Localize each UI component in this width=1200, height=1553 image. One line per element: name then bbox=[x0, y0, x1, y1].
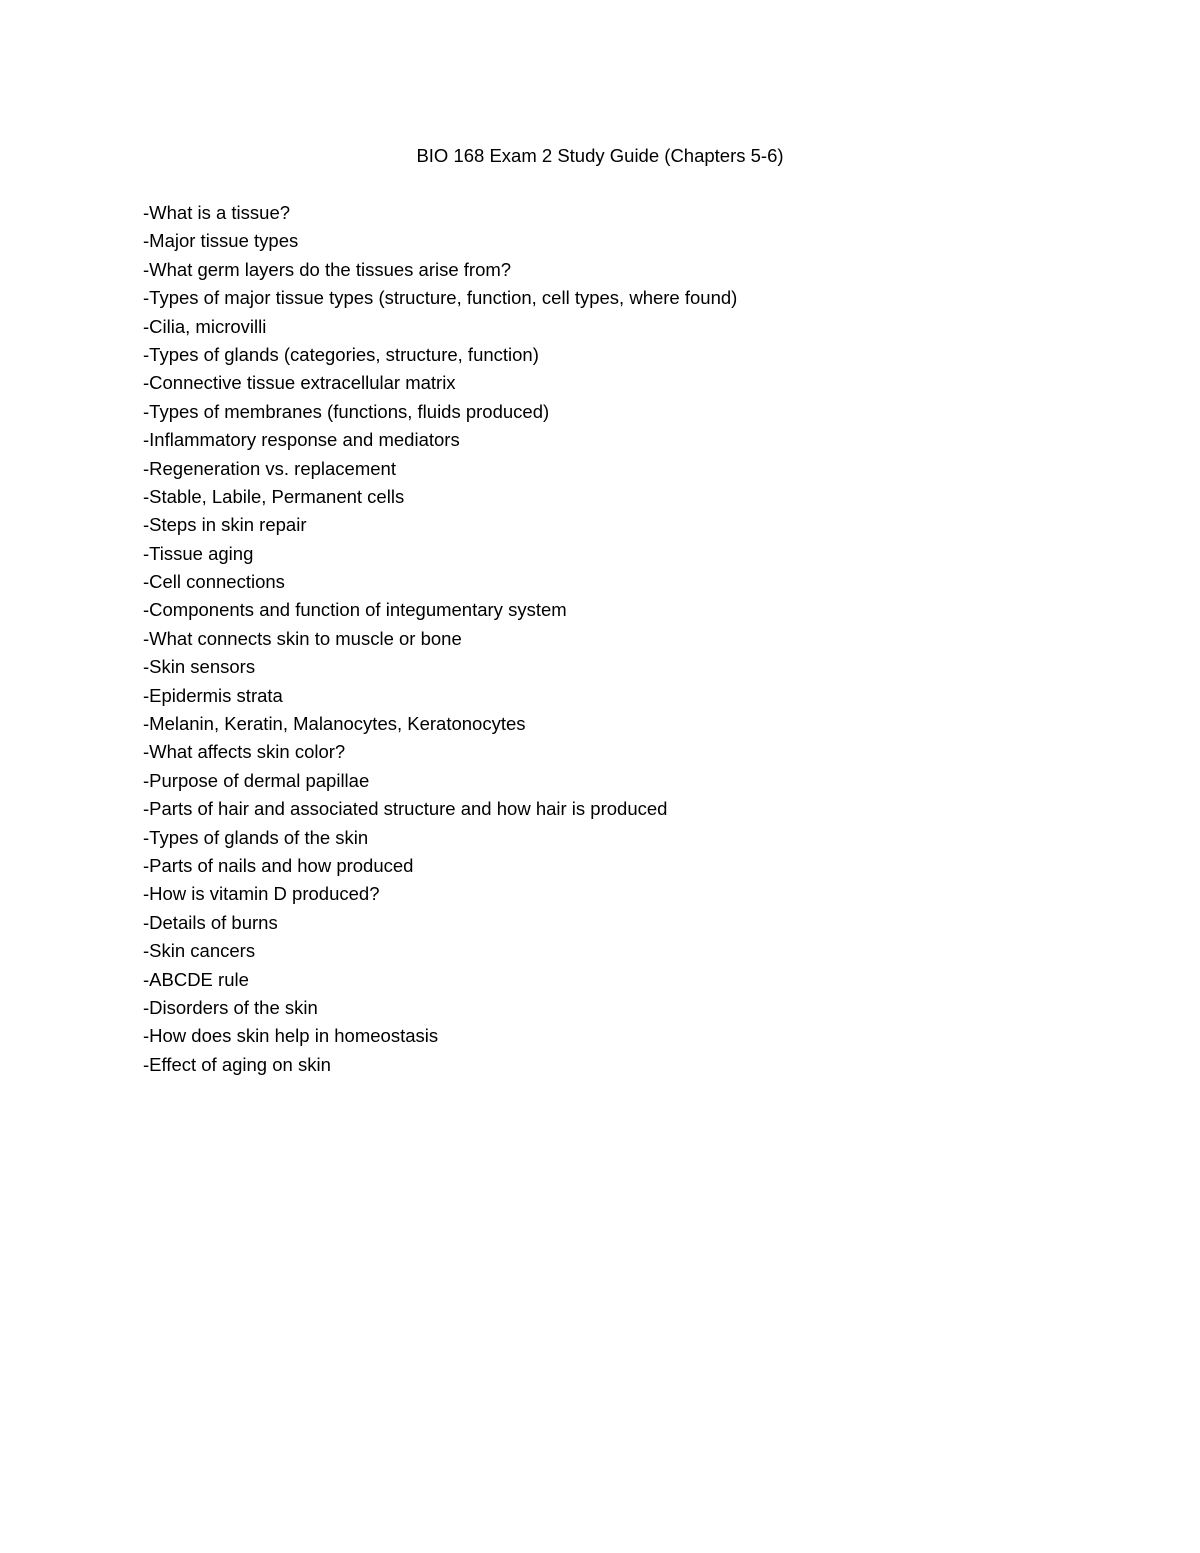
study-topic-item: -Stable, Labile, Permanent cells bbox=[143, 485, 405, 507]
study-topic-item: -What affects skin color? bbox=[143, 741, 346, 763]
study-topic-item: -Types of major tissue types (structure, function, cell types, where found) bbox=[143, 287, 738, 309]
study-topic-item: -Regeneration vs. replacement bbox=[143, 457, 396, 479]
study-topic-item: -Purpose of dermal papillae bbox=[143, 769, 370, 791]
study-topic-item: -Epidermis strata bbox=[143, 684, 283, 706]
study-topic-item: -Skin cancers bbox=[143, 940, 256, 962]
study-topic-item: -Connective tissue extracellular matrix bbox=[143, 372, 456, 394]
study-topic-item: -How does skin help in homeostasis bbox=[143, 1025, 439, 1047]
study-topic-item: -Components and function of integumentary system bbox=[143, 599, 567, 621]
study-topic-item: -Disorders of the skin bbox=[143, 996, 318, 1018]
study-topic-item: -Effect of aging on skin bbox=[143, 1053, 331, 1075]
study-topic-item: -Parts of nails and how produced bbox=[143, 854, 414, 876]
study-topic-item: -Tissue aging bbox=[143, 542, 254, 564]
study-topic-item: -Steps in skin repair bbox=[143, 514, 307, 536]
study-topic-item: -Types of glands of the skin bbox=[143, 826, 369, 848]
study-topic-item: -How is vitamin D produced? bbox=[143, 883, 380, 905]
study-topic-item: -What is a tissue? bbox=[143, 202, 291, 223]
study-topic-item: -ABCDE rule bbox=[143, 968, 249, 990]
study-topic-item: -Inflammatory response and mediators bbox=[143, 429, 460, 451]
study-topic-item: -Cell connections bbox=[143, 571, 285, 593]
study-topic-item: -Details of burns bbox=[143, 911, 278, 933]
study-topic-item: -Types of membranes (functions, fluids produced) bbox=[143, 400, 550, 422]
document-title: BIO 168 Exam 2 Study Guide (Chapters 5-6) bbox=[416, 145, 784, 166]
study-topic-list bbox=[143, 199, 1083, 1079]
study-topic-item: -Skin sensors bbox=[143, 656, 256, 678]
study-topic-item: -Melanin, Keratin, Malanocytes, Keratonocytes bbox=[143, 713, 526, 735]
study-topic-item: -What connects skin to muscle or bone bbox=[143, 627, 462, 649]
study-topic-item: -Major tissue types bbox=[143, 230, 299, 252]
study-topic-item: -Types of glands (categories, structure, function) bbox=[143, 343, 539, 365]
study-topic-item: -Cilia, microvilli bbox=[143, 315, 267, 337]
study-topic-item: -Parts of hair and associated structure and how hair is produced bbox=[143, 798, 668, 820]
study-topic-item: -What germ layers do the tissues arise from? bbox=[143, 258, 512, 280]
